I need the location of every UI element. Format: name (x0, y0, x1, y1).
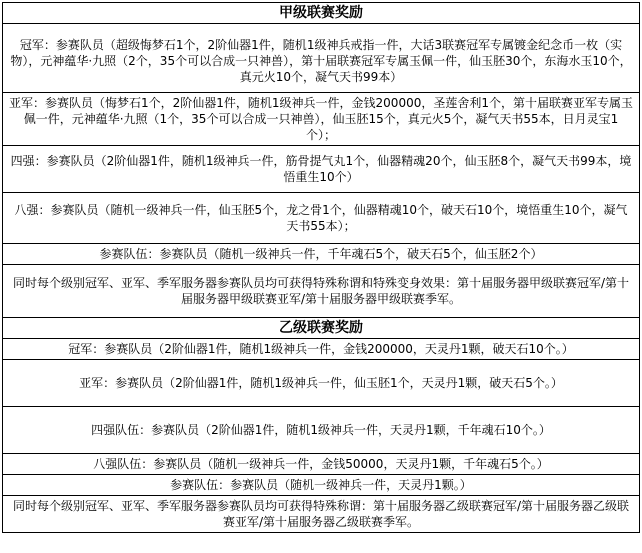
table-row (3, 496, 640, 533)
table-row (3, 339, 640, 360)
a-top8-cell: 八强：参赛队员（随机一级神兵一件，仙玉胚5个，龙之骨1个，仙器精魂10个，破天石10个，境悟重生10个，凝气天书55本）； (3, 193, 640, 244)
b-participant-cell: 参赛队伍：参赛队员（随机一级神兵一件，天灵丹1颗。） (3, 475, 640, 496)
section-a-header-row (3, 3, 640, 24)
section-b-header-row (3, 318, 640, 339)
table-row (3, 193, 640, 244)
table-row (3, 146, 640, 193)
b-top4-cell: 四强队伍：参赛队员（2阶仙器1件，随机1级神兵一件，天灵丹1颗，千年魂石10个。） (3, 407, 640, 454)
table-row (3, 24, 640, 93)
a-runnerup-cell: 亚军：参赛队员（悔梦石1个，2阶仙器1件，随机1级神兵一件，金钱200000，圣莲舍利1个，第十届联赛亚军专属玉佩一件，元神蕴华·九照（1个，35个可以合成一只神兽），仙玉胚15个，真元火5个，凝气天书55本，日月灵宝1个）； (3, 93, 640, 146)
table-row (3, 454, 640, 475)
section-b-title: 乙级联赛奖励 (3, 318, 640, 339)
section-a-title: 甲级联赛奖励 (3, 3, 640, 24)
b-runnerup-cell: 亚军：参赛队员（2阶仙器1件，随机1级神兵一件，仙玉胚1个，天灵丹1颗，破天石5个。） (3, 360, 640, 407)
table-row (3, 265, 640, 318)
table-row (3, 244, 640, 265)
table-row (3, 360, 640, 407)
b-title-note-cell: 同时每个级别冠军、亚军、季军服务器参赛队员均可获得特殊称谓：第十届服务器乙级联赛冠军/第十届服务器乙级联赛亚军/第十届服务器乙级联赛季军。 (3, 496, 640, 533)
table-row (3, 407, 640, 454)
table-row (3, 93, 640, 146)
reward-table (2, 2, 640, 533)
a-top4-cell: 四强：参赛队员（2阶仙器1件，随机1级神兵一件，筋骨提气丸1个，仙器精魂20个，仙玉胚8个，凝气天书99本，境悟重生10个） (3, 146, 640, 193)
b-top8-cell: 八强队伍：参赛队员（随机一级神兵一件，金钱50000，天灵丹1颗，千年魂石5个。） (3, 454, 640, 475)
a-champion-cell: 冠军：参赛队员（超级悔梦石1个，2阶仙器1件，随机1级神兵戒指一件，大话3联赛冠军专属镀金纪念币一枚（实物），元神蕴华·九照（2个，35个可以合成一只神兽），第十届联赛冠军专属玉佩一件，仙玉胚30个，东海水玉10个，真元火10个，凝气天书99本） (3, 24, 640, 93)
a-title-note-cell: 同时每个级别冠军、亚军、季军服务器参赛队员均可获得特殊称谓和特殊变身效果：第十届服务器甲级联赛冠军/第十届服务器甲级联赛亚军/第十届服务器甲级联赛季军。 (3, 265, 640, 318)
table-row (3, 475, 640, 496)
b-champion-cell: 冠军：参赛队员（2阶仙器1件，随机1级神兵一件，金钱200000，天灵丹1颗，破天石10个。） (3, 339, 640, 360)
a-participant-cell: 参赛队伍：参赛队员（随机一级神兵一件，千年魂石5个，破天石5个，仙玉胚2个） (3, 244, 640, 265)
